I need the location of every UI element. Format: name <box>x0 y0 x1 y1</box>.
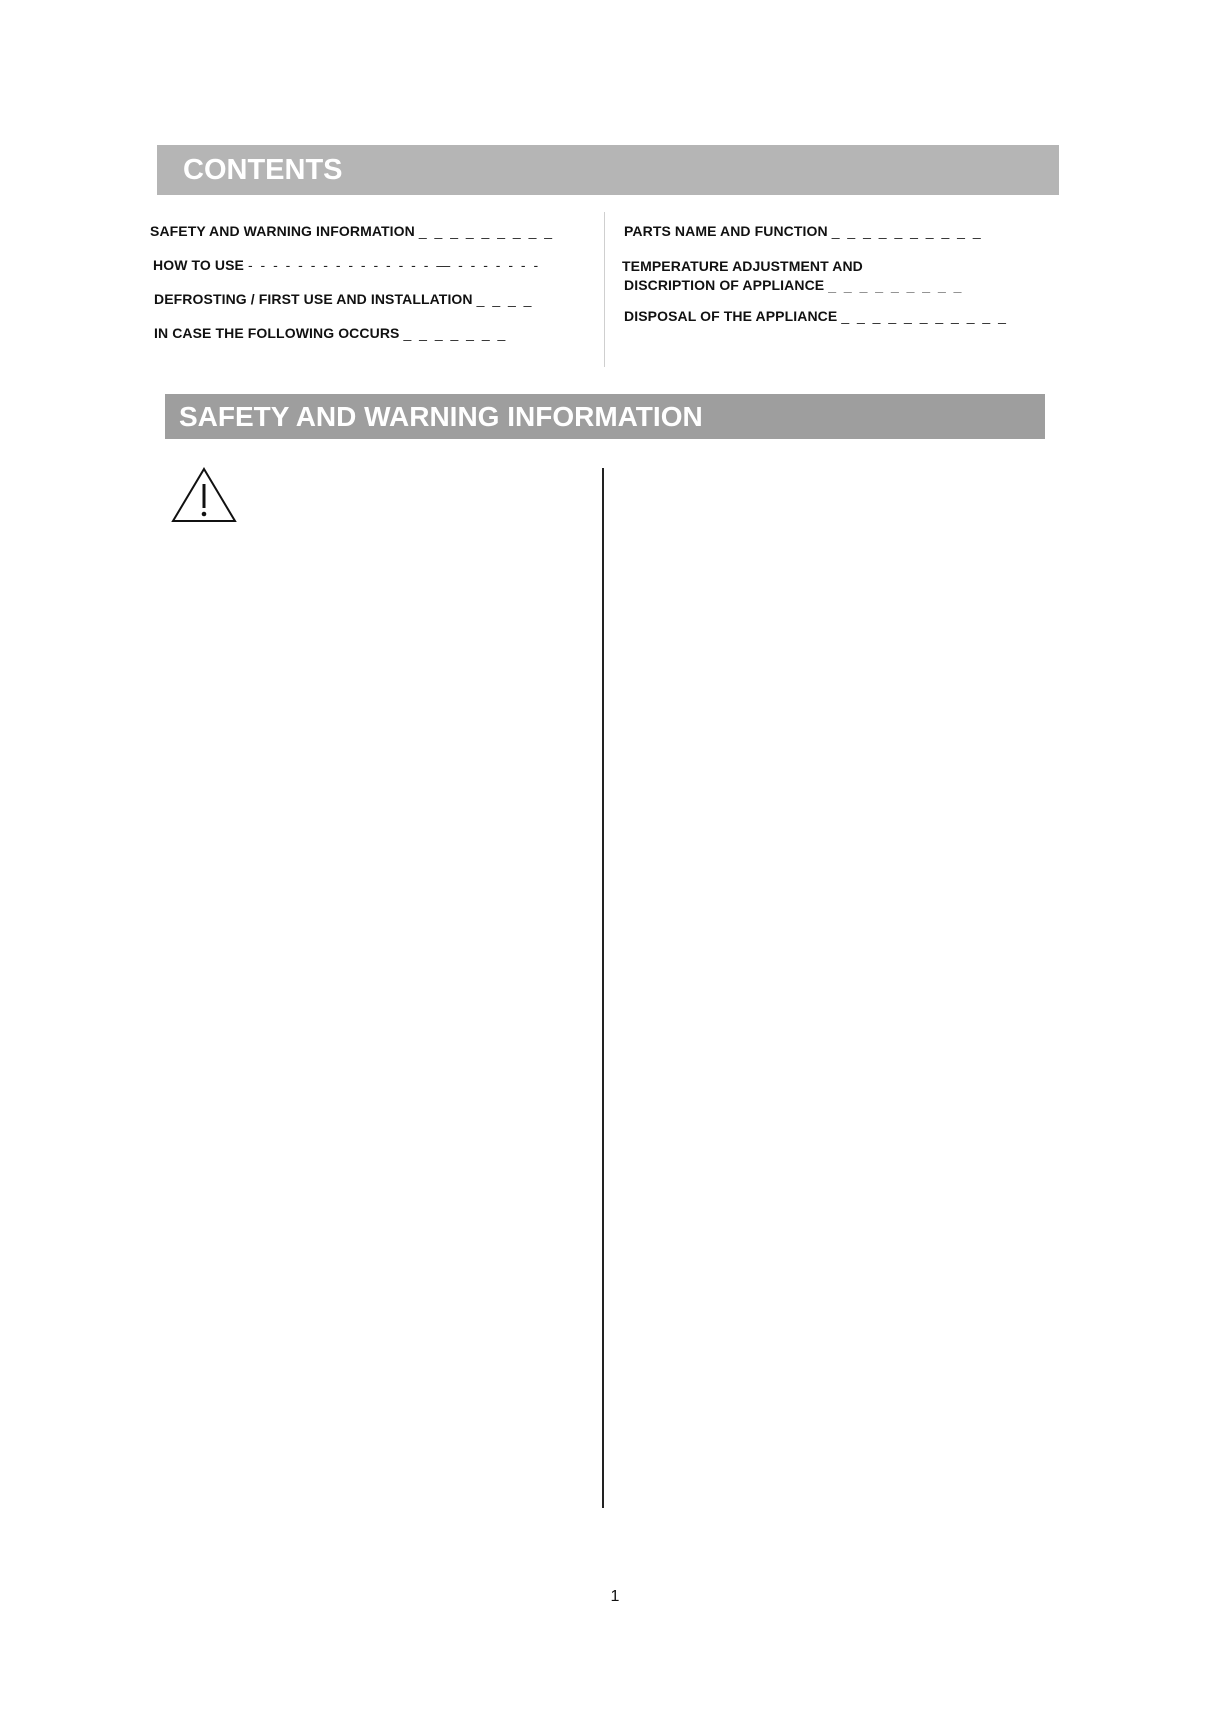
toc-leader: _ _ _ _ _ _ _ _ _ _ _ <box>841 308 1008 324</box>
toc-label: HOW TO USE <box>153 257 244 273</box>
page-number: 1 <box>610 1588 620 1605</box>
column-divider <box>602 468 604 1508</box>
toc-label: PARTS NAME AND FUNCTION <box>624 223 828 239</box>
toc-leader: _ _ _ _ <box>476 291 534 307</box>
warning-triangle-icon <box>170 466 238 524</box>
toc-label: DISPOSAL OF THE APPLIANCE <box>624 308 838 324</box>
contents-heading: CONTENTS <box>157 145 1059 195</box>
toc-leader: _ _ _ _ _ _ _ _ _ <box>828 277 964 293</box>
toc-label: SAFETY AND WARNING INFORMATION <box>150 223 415 239</box>
toc-label: TEMPERATURE ADJUSTMENT AND <box>622 258 863 274</box>
toc-item-temperature <box>622 257 863 275</box>
toc-item-in-case <box>154 324 507 342</box>
toc-item-safety <box>150 222 554 240</box>
toc-leader: _ _ _ _ _ _ _ <box>403 325 508 341</box>
toc-item-disposal <box>624 307 1008 325</box>
toc-leader: - - - - - - - - - - - - - - - — - - - - - - - <box>247 257 541 273</box>
toc-label: IN CASE THE FOLLOWING OCCURS <box>154 325 400 341</box>
toc-item-defrosting <box>154 290 533 308</box>
toc-leader: _ _ _ _ _ _ _ _ _ _ <box>831 223 983 239</box>
toc-leader: _ _ _ _ _ _ _ _ _ <box>418 223 555 239</box>
toc-item-description <box>624 276 963 294</box>
toc-column-divider <box>604 212 605 367</box>
toc-item-how-to-use <box>153 256 540 274</box>
toc-item-parts-name <box>624 222 983 240</box>
toc-label: DISCRIPTION OF APPLIANCE <box>624 277 825 293</box>
toc-label: DEFROSTING / FIRST USE AND INSTALLATION <box>154 291 473 307</box>
safety-heading: SAFETY AND WARNING INFORMATION <box>165 394 1045 439</box>
